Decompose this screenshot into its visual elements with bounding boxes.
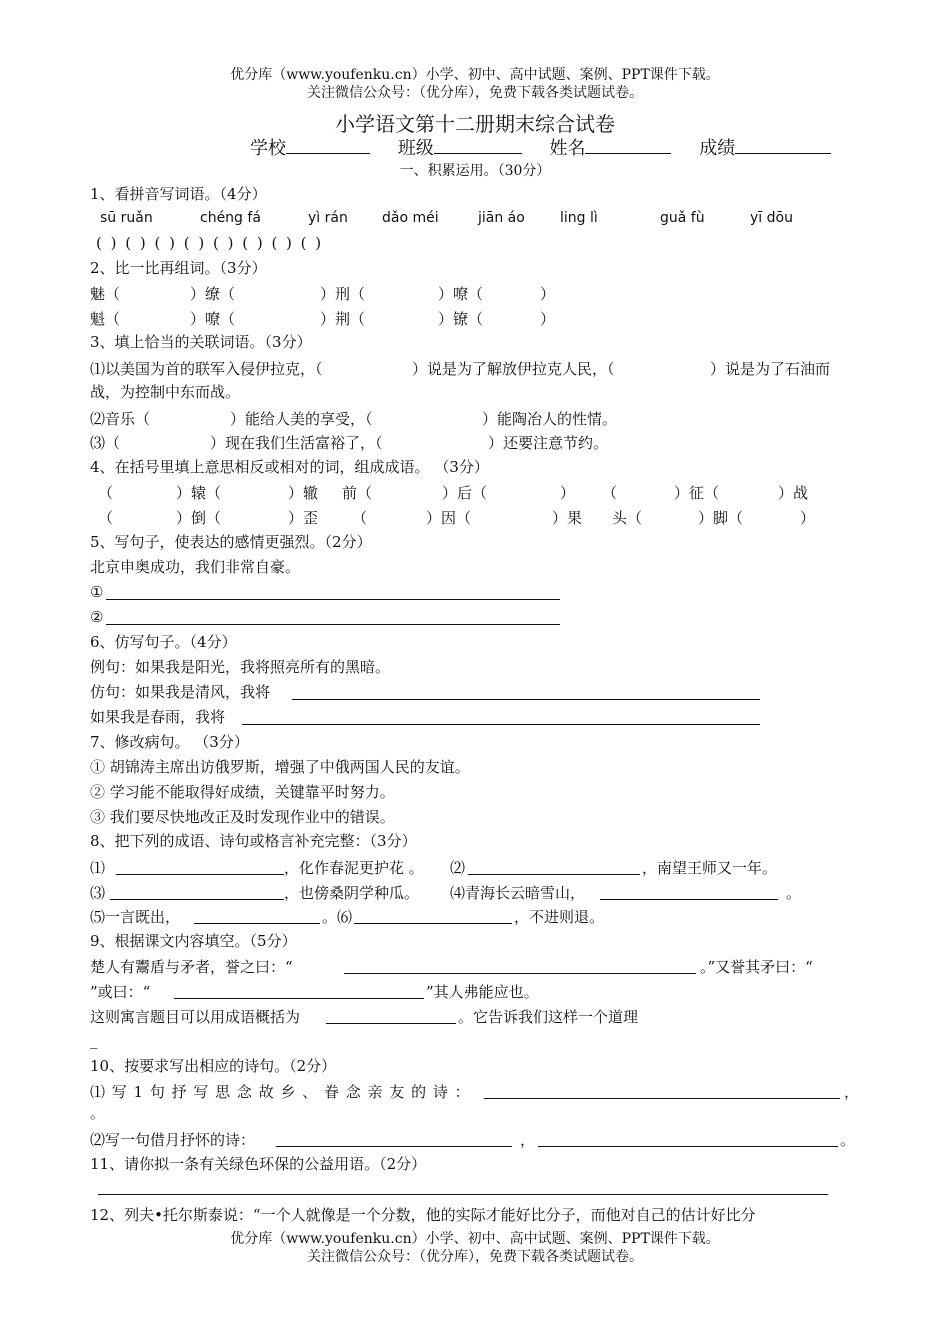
q3-l3-part1: ⑵音乐（: [90, 410, 151, 428]
q3-l1-part2: ）说是为了解放伊拉克人民，（: [412, 360, 615, 378]
q10-l1-end: ，: [844, 1083, 860, 1101]
q3-l3-part3: ）能陶冶人的性情。: [482, 410, 618, 428]
q10-l1-text: ⑴ 写 1 句 抒 写 思 念 故 乡 、 眷 念 亲 友 的 诗 ：: [90, 1083, 471, 1101]
q3-l1-part3: ）说是为了石油而: [710, 360, 831, 378]
q5-marker-1: ①: [90, 583, 104, 601]
footer-line-2: 关注微信公众号：（优分库），免费下载各类试题试卷。: [307, 1249, 643, 1265]
q6-answer-line-1[interactable]: [292, 682, 760, 700]
q1-title: 1、看拼音写词语。（4分）: [90, 185, 267, 203]
q5-sentence: 北京申奥成功，我们非常自豪。: [90, 558, 301, 576]
q9-l3-part1: 这则寓言题目可以用成语概括为: [90, 1008, 301, 1026]
q8-b1: ⑶: [90, 884, 106, 902]
q2-title: 2、比一比再组词。（3分）: [90, 259, 267, 277]
q5-title: 5、写句子，使表达的感情更强烈。（2分）: [90, 533, 372, 551]
class-label: 班级: [397, 138, 434, 159]
q4-r2-c1: （: [98, 509, 114, 527]
q2-r1-c5: ）: [540, 285, 556, 303]
pinyin-3: yì rán: [308, 210, 348, 226]
q11-answer-line[interactable]: [98, 1180, 828, 1195]
q9-l1-part2: 。”又誉其矛曰：“: [700, 958, 813, 976]
q2-r2-c5: ）: [540, 310, 556, 328]
q11-title: 11、请你拟一条有关绿色环保的公益用语。（2分）: [90, 1155, 427, 1173]
school-label: 学校: [250, 138, 286, 159]
name-label: 姓名: [549, 138, 586, 159]
q9-line-4: _: [90, 1031, 98, 1049]
q8-c3: ，不进则退。: [514, 908, 605, 926]
header-line-2: 关注微信公众号：（优分库），免费下载各类试题试卷。: [307, 85, 643, 101]
q6-imitation-2: 如果我是春雨，我将: [90, 708, 226, 726]
q9-l3-part2: 。它告诉我们这样一个道理: [458, 1008, 639, 1026]
q10-line-2: 。: [90, 1104, 106, 1122]
q8-b3: ⑷青海长云暗雪山，: [450, 884, 586, 902]
q9-blank-2[interactable]: [174, 981, 424, 999]
q3-l4-part1: ⑶（: [90, 434, 121, 452]
q6-imitation-1: 仿句：如果我是清风，我将: [90, 683, 271, 701]
q1-answer-blanks[interactable]: ( ) ( ) ( ) ( ) ( ) ( ) ( ) ( ): [96, 234, 322, 252]
q4-r1-c6: ）: [560, 484, 576, 502]
section-heading: 一、积累运用。（30分）: [399, 163, 551, 179]
q2-r1-c4: ）嘹（: [438, 285, 484, 303]
q3-l4-part3: ）还要注意节约。: [488, 434, 609, 452]
pinyin-1: sū ruǎn: [100, 210, 153, 226]
q4-r1-c7: （: [602, 484, 618, 502]
q5-marker-2: ②: [90, 608, 104, 626]
q9-l1-part1: 楚人有鬻盾与矛者，誉之曰：“: [90, 958, 293, 976]
q9-l2-part1: ”或曰：“: [90, 983, 151, 1001]
q8-blank-6[interactable]: [354, 906, 512, 924]
pinyin-4: dǎo méi: [382, 210, 439, 226]
q8-title: 8、把下列的成语、诗句或格言补充完整：（3分）: [90, 832, 417, 850]
q8-a1: ⑴: [90, 859, 106, 877]
q10-blank-2[interactable]: [276, 1129, 512, 1147]
q9-blank-1[interactable]: [344, 956, 696, 974]
q3-line-2: 战，为控制中东而战。: [90, 383, 241, 401]
q8-blank-3[interactable]: [110, 882, 284, 900]
q4-r1-c8: ）征（: [674, 484, 720, 502]
q8-blank-5[interactable]: [194, 906, 320, 924]
q10-blank-3[interactable]: [538, 1129, 838, 1147]
q4-r2-c8: ）脚（: [698, 509, 744, 527]
q4-r2-c3: ）歪: [288, 509, 319, 527]
q2-r2-c4: ）镣（: [438, 310, 484, 328]
q8-b4: 。: [786, 884, 802, 902]
q8-a4: ，南望王师又一年。: [642, 859, 778, 877]
q4-r1-c4: 前（: [342, 484, 373, 502]
q6-example: 例句：如果我是阳光，我将照亮所有的黑暗。: [90, 658, 391, 676]
q4-r2-c2: ）倒（: [176, 509, 222, 527]
q8-c1: ⑸一言既出，: [90, 908, 181, 926]
q4-r2-c5: ）因（: [426, 509, 472, 527]
q2-r1-c1: 魅（: [90, 285, 121, 303]
q5-answer-line-1[interactable]: [106, 582, 560, 600]
q9-blank-3[interactable]: [326, 1006, 456, 1024]
q4-r2-c9: ）: [800, 509, 816, 527]
q8-a3: ⑵: [450, 859, 466, 877]
q7-title: 7、修改病句。 （3分）: [90, 733, 249, 751]
header-line-1: 优分库（www.youfenku.cn）小学、初中、高中试题、案例、PPT课件下载。: [230, 67, 720, 83]
q8-b2: ，也傍桑阴学种瓜。: [284, 884, 420, 902]
score-label: 成绩: [699, 138, 736, 159]
school-field[interactable]: [286, 135, 370, 154]
q3-l1-part1: ⑴以美国为首的联军入侵伊拉克，（: [90, 360, 323, 378]
q4-title: 4、在括号里填上意思相反或相对的词，组成成语。 （3分）: [90, 458, 489, 476]
q4-r1-c1: （: [98, 484, 114, 502]
q4-r2-c6: ）果: [552, 509, 583, 527]
q4-r2-c4: （: [352, 509, 368, 527]
footer-line-1: 优分库（www.youfenku.cn）小学、初中、高中试题、案例、PPT课件下载。: [230, 1231, 720, 1247]
q2-r2-c1: 魁（: [90, 310, 121, 328]
q2-r1-c2: ）缭（: [190, 285, 236, 303]
q9-l2-part2: ”其人弗能应也。: [426, 983, 539, 1001]
q6-title: 6、仿写句子。（4分）: [90, 633, 237, 651]
pinyin-8: yī dōu: [750, 210, 793, 226]
q6-answer-line-2[interactable]: [242, 707, 760, 725]
q8-blank-1[interactable]: [116, 857, 284, 875]
name-field[interactable]: [585, 135, 671, 154]
q10-l3-comma: ，: [520, 1131, 536, 1149]
q4-r1-c9: ）战: [778, 484, 809, 502]
score-field[interactable]: [735, 135, 831, 154]
q4-r1-c2: ）辕（: [176, 484, 222, 502]
q8-c2: 。⑹: [322, 908, 353, 926]
q3-l4-part2: ）现在我们生活富裕了，（: [210, 434, 383, 452]
q2-r2-c2: ）嘹（: [190, 310, 236, 328]
q12-title: 12、列夫•托尔斯泰说：“一个人就像是一个分数，他的实际才能好比分子，而他对自己的估计好比分: [90, 1206, 756, 1224]
q9-title: 9、根据课文内容填空。（5分）: [90, 932, 297, 950]
q8-blank-2[interactable]: [468, 857, 640, 875]
q7-sentence-1: ① 胡锦涛主席出访俄罗斯，增强了中俄两国人民的友谊。: [90, 758, 470, 776]
page-title: 小学语文第十二册期末综合试卷: [335, 112, 615, 136]
q8-blank-4[interactable]: [600, 882, 778, 900]
q10-blank-1[interactable]: [484, 1081, 840, 1099]
pinyin-5: jiān áo: [478, 210, 525, 226]
q7-sentence-2: ② 学习能不能取得好成绩，关键靠平时努力。: [90, 783, 395, 801]
q3-l3-part2: ）能给人美的享受，（: [230, 410, 373, 428]
pinyin-6: ling lì: [560, 210, 598, 226]
q7-sentence-3: ③ 我们要尽快地改正及时发现作业中的错误。: [90, 808, 395, 826]
q10-l3-part1: ⑵写一句借月抒怀的诗：: [90, 1131, 256, 1149]
pinyin-7: guǎ fù: [660, 210, 705, 226]
q10-l3-end: 。: [840, 1131, 856, 1149]
q4-r1-c5: ）后（: [442, 484, 488, 502]
student-info-row: [250, 134, 831, 160]
q8-a2: ，化作春泥更护花 。: [284, 859, 424, 877]
q2-r1-c3: ）刑（: [320, 285, 366, 303]
pinyin-2: chéng fá: [200, 210, 261, 226]
q3-title: 3、填上恰当的关联词语。（3分）: [90, 333, 312, 351]
q5-answer-line-2[interactable]: [106, 607, 560, 625]
q2-r2-c3: ）荆（: [320, 310, 366, 328]
q10-title: 10、按要求写出相应的诗句。（2分）: [90, 1057, 337, 1075]
q4-r2-c7: 头（: [612, 509, 643, 527]
class-field[interactable]: [434, 135, 522, 154]
q4-r1-c3: ）辙: [288, 484, 319, 502]
